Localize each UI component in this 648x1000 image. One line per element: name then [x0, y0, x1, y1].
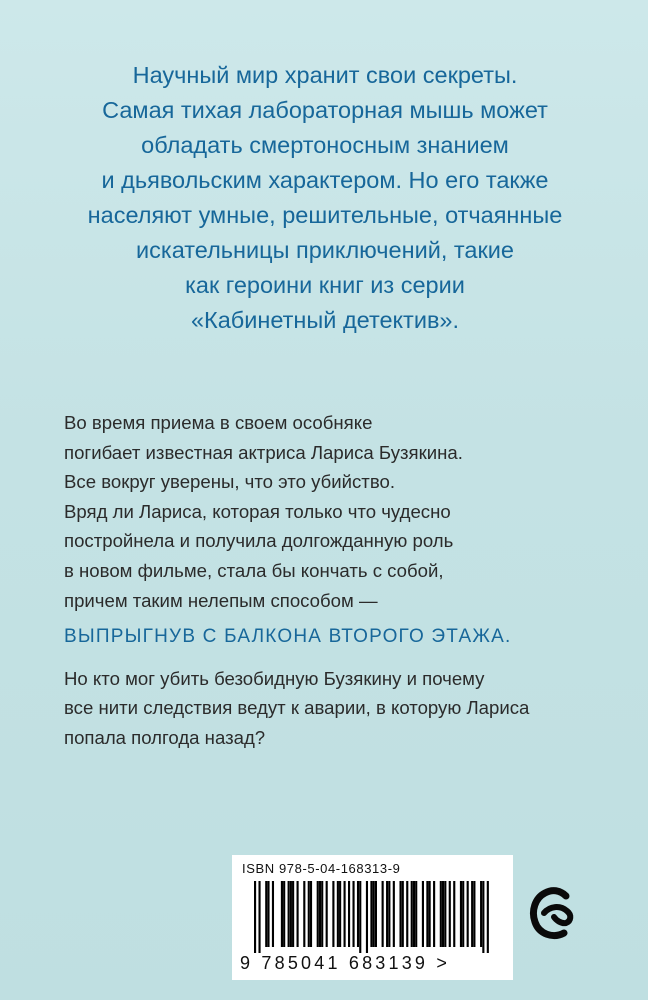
barcode-bar — [440, 881, 442, 947]
barcode-bar — [258, 881, 260, 953]
barcode-bar — [272, 881, 274, 947]
barcode-bar — [388, 881, 390, 947]
barcode-bar — [319, 881, 321, 947]
barcode-bar — [471, 881, 473, 947]
barcode-bar — [402, 881, 404, 947]
barcode-bar — [288, 881, 290, 947]
barcode-bars — [254, 881, 489, 953]
barcode-digits: 9 785041 683139 > — [240, 953, 451, 973]
eksmo-e-icon — [526, 884, 580, 946]
barcode-bar — [462, 881, 464, 947]
barcode-bar — [321, 881, 323, 947]
barcode-bar — [265, 881, 267, 947]
barcode-bar — [449, 881, 451, 947]
barcode-bar — [339, 881, 341, 947]
barcode-bar — [283, 881, 285, 947]
barcode-bar — [352, 881, 354, 947]
description-line: погибает известная актриса Лариса Бузякина. — [64, 441, 463, 463]
teaser-line: искательницы приключений, такие — [136, 237, 514, 263]
barcode-bar — [413, 881, 415, 947]
barcode-bar — [411, 881, 413, 947]
barcode-bar — [332, 881, 334, 947]
barcode-bar — [357, 881, 359, 947]
barcode-bar — [467, 881, 469, 947]
barcode-bar — [442, 881, 444, 947]
isbn-label: ISBN 978-5-04-168313-9 — [242, 861, 401, 876]
description-line: все нити следствия ведут к аварии, в которую Лариса — [64, 697, 530, 719]
barcode-bar — [317, 881, 319, 947]
barcode-bar — [267, 881, 269, 947]
barcode-bar — [487, 881, 489, 953]
isbn-barcode — [232, 855, 513, 980]
highlight-phrase: ВЫПРЫГНУВ С БАЛКОНА ВТОРОГО ЭТАЖА. — [64, 626, 512, 648]
barcode-bar — [290, 881, 292, 947]
description-line: Все вокруг уверены, что это убийство. — [64, 471, 395, 493]
barcode-bar — [433, 881, 435, 947]
barcode-bar — [297, 881, 299, 947]
barcode-bar — [406, 881, 408, 947]
barcode-bar — [375, 881, 377, 947]
description-line: постройнела и получила долгожданную роль — [64, 530, 454, 552]
barcode-bar — [444, 881, 446, 947]
barcode-bar — [482, 881, 484, 953]
description-line: Вряд ли Лариса, которая только что чудесно — [64, 500, 451, 522]
barcode-bar — [308, 881, 310, 947]
teaser-line: обладать смертоносным знанием — [141, 132, 509, 158]
barcode-bar — [310, 881, 312, 947]
barcode-bar — [337, 881, 339, 947]
description-line: причем таким нелепым способом — — [64, 589, 378, 611]
barcode-bar — [370, 881, 372, 947]
description-line: Но кто мог убить безобидную Бузякину и почему — [64, 667, 485, 689]
barcode-bar — [473, 881, 475, 947]
barcode-bar — [326, 881, 328, 947]
teaser-line: населяют умные, решительные, отчаянные — [87, 202, 563, 228]
description-line: Во время приема в своем особняке — [64, 412, 373, 433]
barcode-bar — [453, 881, 455, 947]
barcode-bar — [281, 881, 283, 947]
teaser-line: Научный мир хранит свои секреты. — [132, 62, 518, 88]
barcode-bar — [393, 881, 395, 947]
barcode-bar — [359, 881, 361, 953]
barcode-bar — [292, 881, 294, 947]
barcode-bar — [480, 881, 482, 947]
barcode-bar — [460, 881, 462, 947]
barcode-bar — [386, 881, 388, 947]
description-line: попала полгода назад? — [64, 726, 266, 748]
teaser-line: Самая тихая лабораторная мышь может — [102, 97, 548, 123]
barcode-bar — [348, 881, 350, 947]
barcode-bar — [366, 881, 368, 953]
barcode-bar — [373, 881, 375, 947]
barcode-bar — [303, 881, 305, 947]
teaser-line: как героини книг из серии — [185, 272, 465, 298]
barcode-bar — [426, 881, 428, 947]
teaser-line: «Кабинетный детектив». — [190, 307, 460, 333]
teaser-text — [60, 58, 590, 338]
barcode-bar — [344, 881, 346, 947]
description-text — [64, 408, 604, 753]
barcode-bar — [382, 881, 384, 947]
teaser-line: и дьявольским характером. Но его также — [101, 167, 549, 193]
barcode-bar — [254, 881, 256, 953]
barcode-bar — [429, 881, 431, 947]
barcode-bar — [422, 881, 424, 947]
barcode-bar — [399, 881, 401, 947]
barcode-bar — [415, 881, 417, 947]
description-line: в новом фильме, стала бы кончать с собой, — [64, 559, 444, 581]
